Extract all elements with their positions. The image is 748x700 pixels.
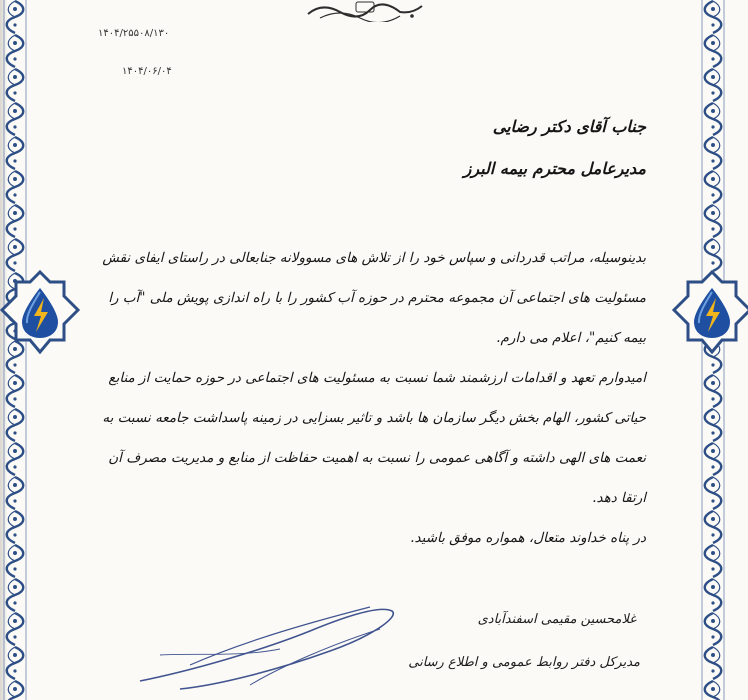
calligraphy-logo — [300, 0, 430, 22]
paragraph: بدینوسیله، مراتب قدردانی و سپاس خود را از تلاش های مسوولانه جنابعالی در راستای ایفای نقش مسئولیت های اجتماعی آن مجموعه محترم در حوزه آب کشور را با راه اندازی پویش ملی "آب را بیمه کنیم"، اعلام می دارم. — [102, 250, 646, 346]
reference-number: ۱۴۰۴/۲۵۵۰۸/۱۳۰ — [98, 28, 170, 39]
signer-title: مدیرکل دفتر روابط عمومی و اطلاع رسانی — [408, 655, 640, 670]
letter-body — [100, 112, 646, 558]
paragraph: امیدوارم تعهد و اقدامات ارزشمند شما نسبت به مسئولیت های اجتماعی در حوزه حمایت از منابع حیاتی کشور، الهام بخش دیگر سازمان ها باشد و تاثیر بسزایی در زمینه پاسداشت جامعه نسبت به نعمت های الهی داشته و آگاهی عمومی را نسبت به اهمیت حفاظت از منابع و مدیریت مصرف آن ارتقا دهد. — [102, 370, 646, 506]
signer-name: غلامحسین مقیمی اسفندآبادی — [477, 612, 636, 627]
signature — [110, 595, 410, 695]
water-drop-lightning-icon — [0, 270, 80, 354]
water-drop-lightning-icon — [672, 270, 748, 354]
letter-date: ۱۴۰۴/۰۶/۰۴ — [122, 66, 172, 77]
closing-line: در پناه خداوند متعال، همواره موفق باشید. — [410, 530, 646, 546]
recipient-name: جناب آقای دکتر رضایی — [492, 117, 646, 136]
recipient-title: مدیرعامل محترم بیمه البرز — [463, 159, 646, 178]
